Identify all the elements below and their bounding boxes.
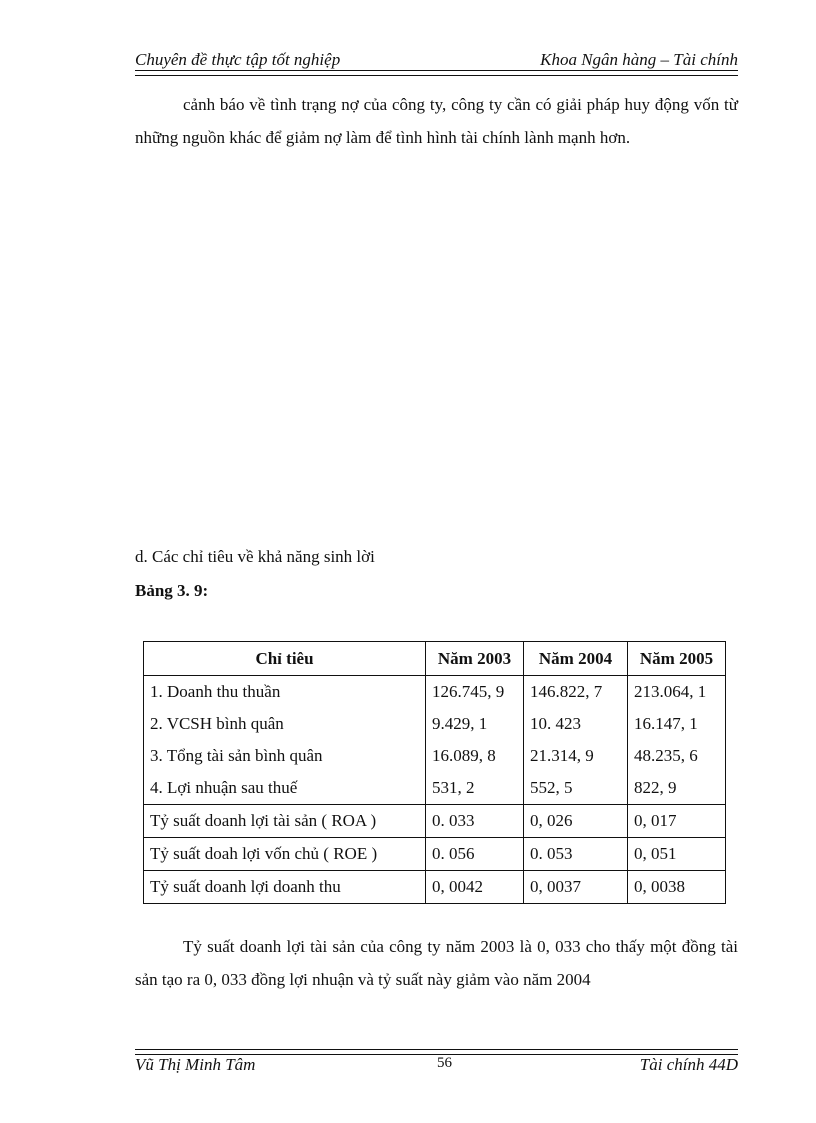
cell-value: 16.089, 8 bbox=[426, 740, 524, 772]
row-label: 4. Lợi nhuận sau thuế bbox=[144, 772, 426, 805]
cell-value: 0, 026 bbox=[524, 805, 628, 838]
cell-value: 16.147, 1 bbox=[628, 708, 726, 740]
row-label: 2. VCSH bình quân bbox=[144, 708, 426, 740]
table-row bbox=[144, 838, 726, 871]
cell-value: 0. 033 bbox=[426, 805, 524, 838]
closing-paragraph bbox=[135, 930, 738, 996]
profitability-table bbox=[143, 641, 726, 904]
cell-value: 531, 2 bbox=[426, 772, 524, 805]
cell-value: 21.314, 9 bbox=[524, 740, 628, 772]
closing-paragraph-text: Tỷ suất doanh lợi tài sản của công ty năm 2003 là 0, 033 cho thấy một đồng tài sản tạo ra 0, 033 đồng lợi nhuận và tỷ suất này giảm vào năm 2004 bbox=[135, 937, 738, 989]
table-header-row bbox=[144, 642, 726, 676]
header-faculty: Khoa Ngân hàng – Tài chính bbox=[540, 50, 738, 69]
header-rule bbox=[135, 70, 738, 76]
cell-value: 10. 423 bbox=[524, 708, 628, 740]
row-label: Tỷ suất doanh lợi tài sản ( ROA ) bbox=[144, 805, 426, 838]
cell-value: 0, 0037 bbox=[524, 871, 628, 904]
table-row bbox=[144, 871, 726, 904]
table-row bbox=[144, 740, 726, 772]
intro-paragraph bbox=[135, 88, 738, 154]
row-label: 3. Tổng tài sản bình quân bbox=[144, 740, 426, 772]
footer-author: Vũ Thị Minh Tâm bbox=[135, 1055, 256, 1074]
footer-page-number: 56 bbox=[437, 1055, 452, 1071]
section-title: d. Các chỉ tiêu về khả năng sinh lời bbox=[135, 547, 375, 566]
cell-value: 822, 9 bbox=[628, 772, 726, 805]
header-cell-2005: Năm 2005 bbox=[628, 642, 726, 676]
table-row bbox=[144, 708, 726, 740]
cell-value: 9.429, 1 bbox=[426, 708, 524, 740]
cell-value: 0, 017 bbox=[628, 805, 726, 838]
intro-paragraph-text: cảnh báo về tình trạng nợ của công ty, công ty cần có giải pháp huy động vốn từ những nguồn khác để giảm nợ làm để tình hình tài chính lành mạnh hơn. bbox=[135, 95, 738, 147]
cell-value: 0, 0042 bbox=[426, 871, 524, 904]
cell-value: 126.745, 9 bbox=[426, 676, 524, 709]
cell-value: 0. 053 bbox=[524, 838, 628, 871]
cell-value: 213.064, 1 bbox=[628, 676, 726, 709]
table-row bbox=[144, 805, 726, 838]
cell-value: 552, 5 bbox=[524, 772, 628, 805]
cell-value: 0, 051 bbox=[628, 838, 726, 871]
header-document-title: Chuyên đề thực tập tốt nghiệp bbox=[135, 50, 341, 69]
header-cell-2003: Năm 2003 bbox=[426, 642, 524, 676]
header-cell-indicator: Chỉ tiêu bbox=[144, 642, 426, 676]
table-row bbox=[144, 676, 726, 709]
footer-class: Tài chính 44D bbox=[639, 1055, 738, 1074]
row-label: 1. Doanh thu thuần bbox=[144, 676, 426, 709]
cell-value: 0. 056 bbox=[426, 838, 524, 871]
table-row bbox=[144, 772, 726, 805]
header-cell-2004: Năm 2004 bbox=[524, 642, 628, 676]
row-label: Tỷ suất doah lợi vốn chủ ( ROE ) bbox=[144, 838, 426, 871]
table-caption: Bảng 3. 9: bbox=[135, 581, 209, 600]
cell-value: 146.822, 7 bbox=[524, 676, 628, 709]
row-label: Tỷ suất doanh lợi doanh thu bbox=[144, 871, 426, 904]
cell-value: 0, 0038 bbox=[628, 871, 726, 904]
cell-value: 48.235, 6 bbox=[628, 740, 726, 772]
